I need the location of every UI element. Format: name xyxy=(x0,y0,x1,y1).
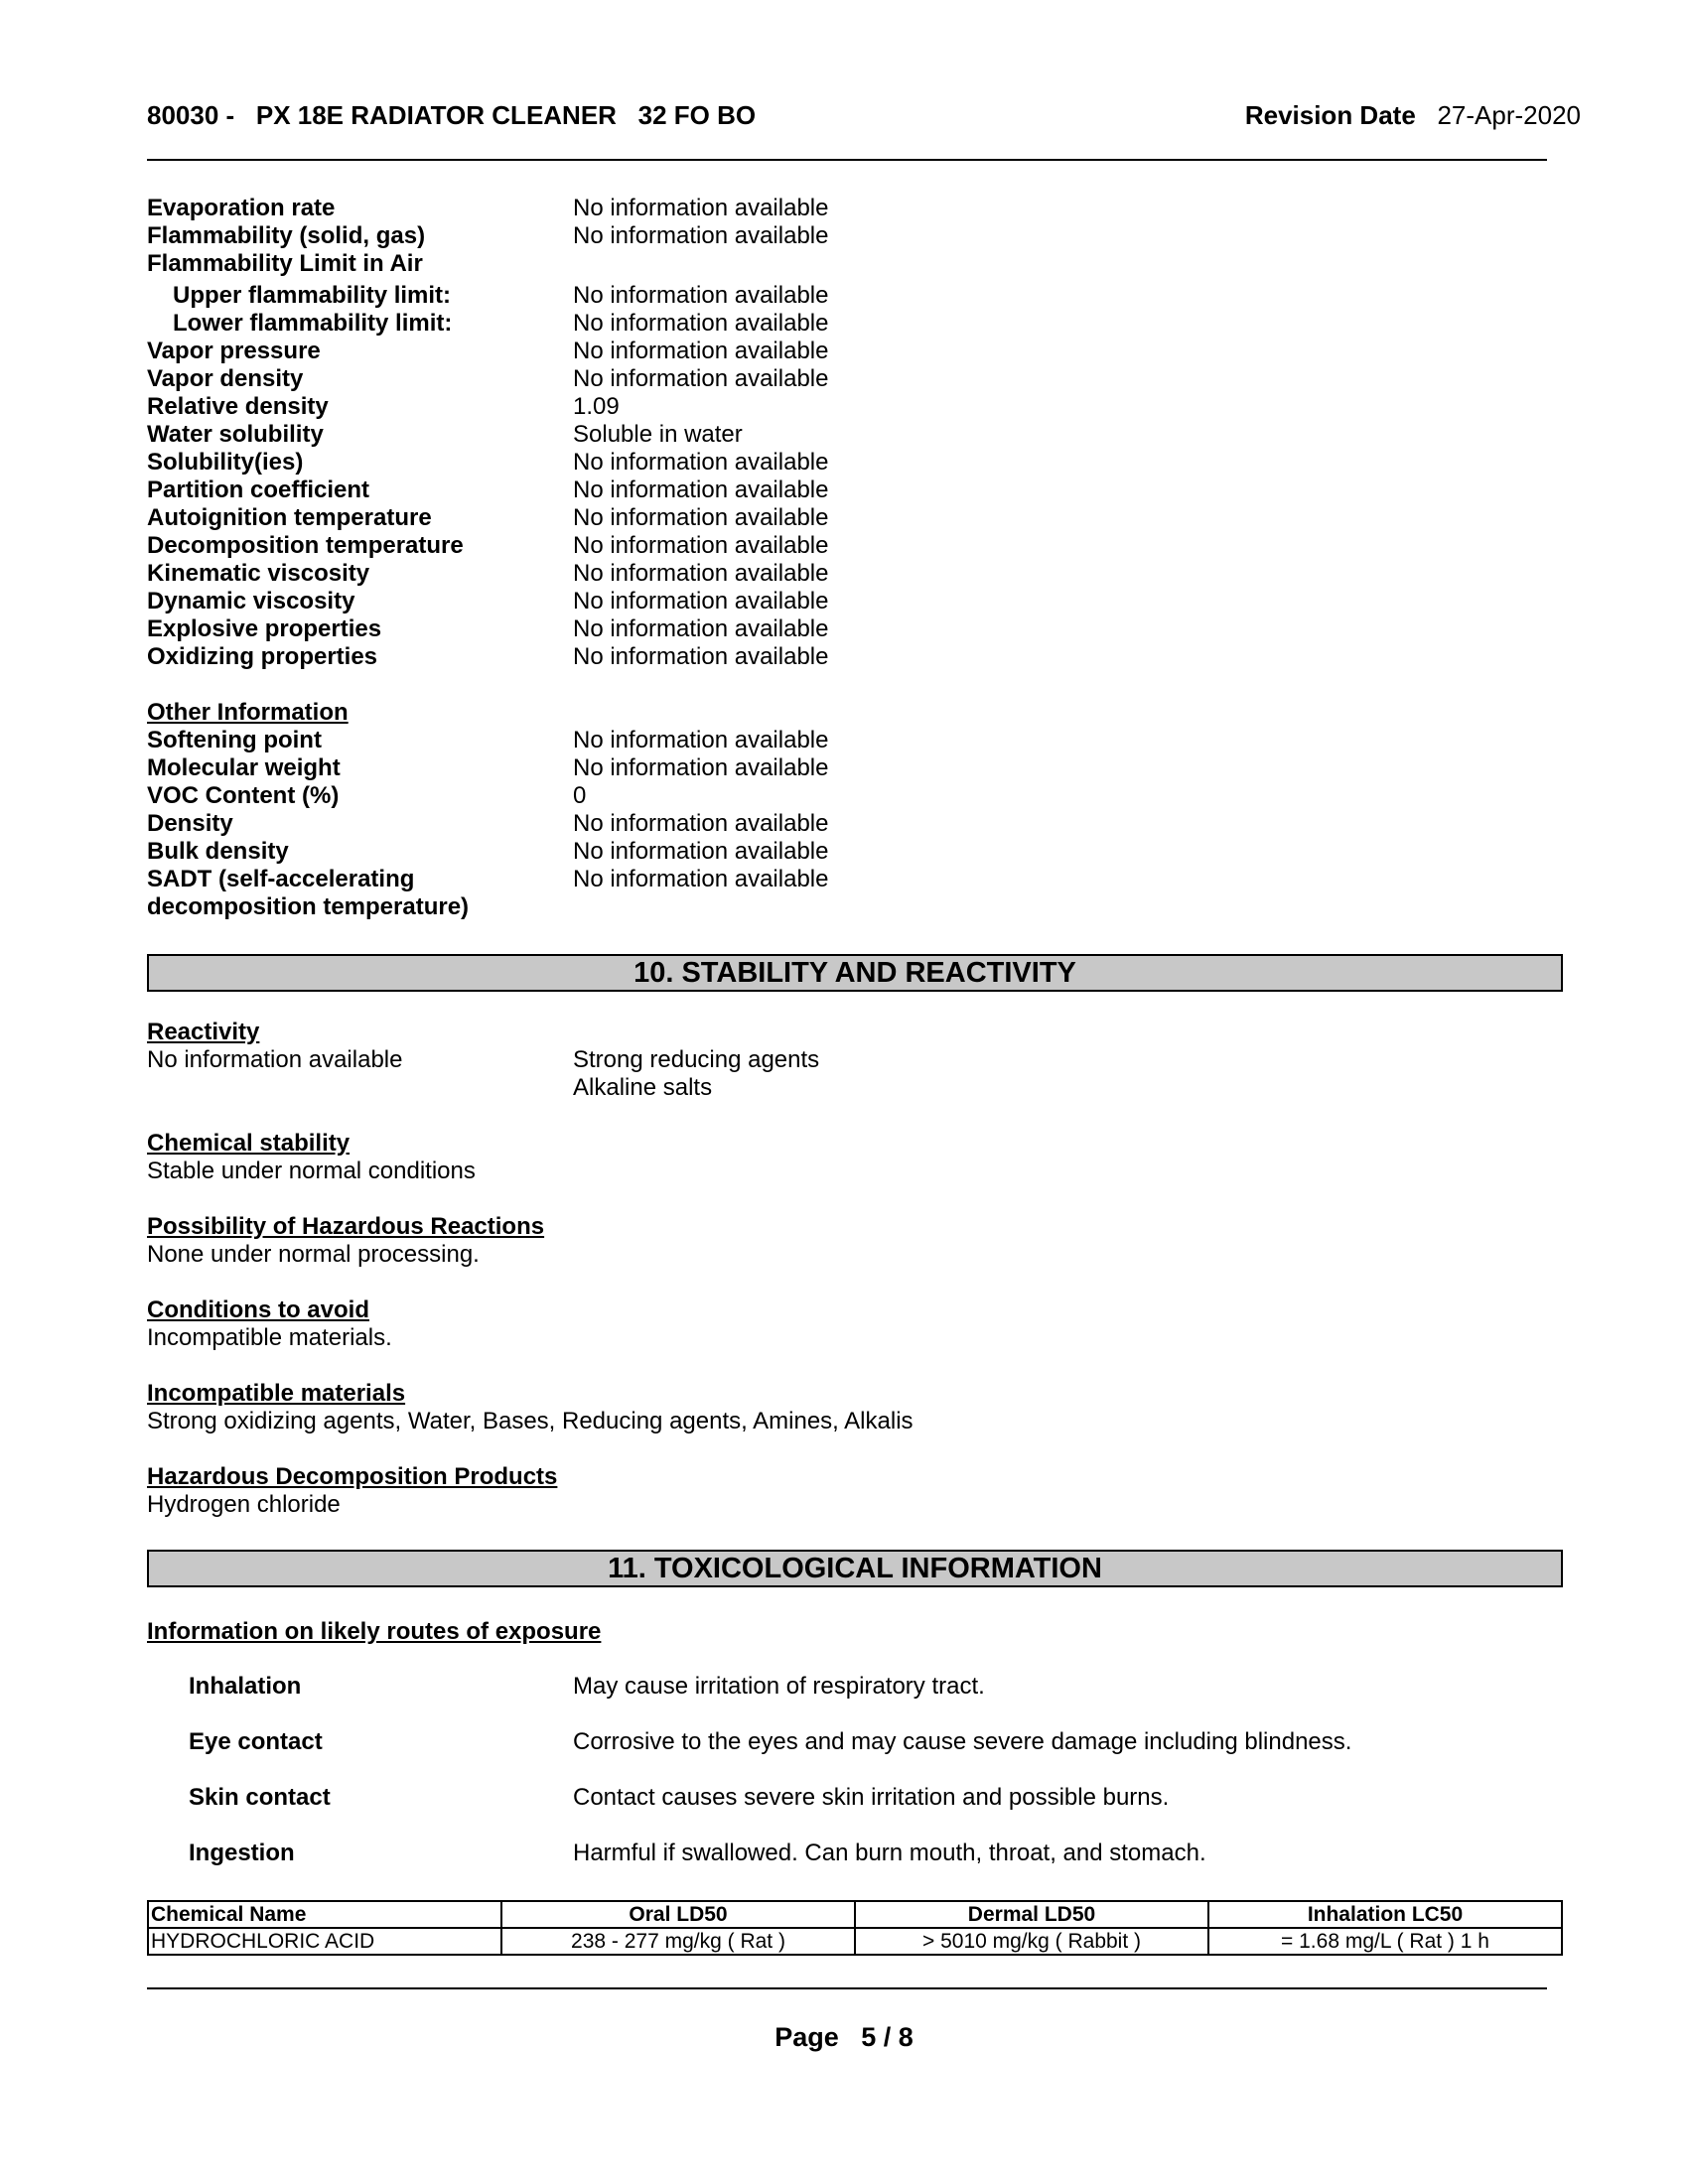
cell-chemical-name: HYDROCHLORIC ACID xyxy=(148,1928,501,1955)
route-text-inhalation: May cause irritation of respiratory tract. xyxy=(573,1673,985,1700)
hazardous-reactions-text: None under normal processing. xyxy=(147,1241,480,1268)
section-10-title: 10. STABILITY AND REACTIVITY xyxy=(147,954,1563,992)
other-info-row: Density No information available xyxy=(147,810,829,837)
property-row: Flammability (solid, gas) No information available xyxy=(147,222,829,249)
hazardous-reactions-heading: Possibility of Hazardous Reactions xyxy=(147,1213,545,1240)
revision-label: Revision Date xyxy=(1244,100,1416,130)
other-info-row: Molecular weight No information available xyxy=(147,754,829,781)
column-oral-ld50: Oral LD50 xyxy=(501,1901,855,1928)
product-title: 80030 - PX 18E RADIATOR CLEANER 32 FO BO xyxy=(147,100,757,130)
cell-oral-ld50: 238 - 277 mg/kg ( Rat ) xyxy=(501,1928,855,1955)
property-row: Evaporation rate No information available xyxy=(147,195,829,221)
property-row: Flammability Limit in Air xyxy=(147,250,423,277)
route-text-eye-contact: Corrosive to the eyes and may cause severe damage including blindness. xyxy=(573,1728,1352,1755)
route-text-skin-contact: Contact causes severe skin irritation and possible burns. xyxy=(573,1784,1170,1811)
cell-inhalation-lc50: = 1.68 mg/L ( Rat ) 1 h xyxy=(1208,1928,1562,1955)
column-dermal-ld50: Dermal LD50 xyxy=(855,1901,1208,1928)
decomposition-products-text: Hydrogen chloride xyxy=(147,1491,341,1518)
table-row xyxy=(148,1928,1562,1955)
property-row: Vapor pressure No information available xyxy=(147,338,829,364)
reactivity-list-item: Strong reducing agents xyxy=(573,1046,820,1073)
route-label-inhalation: Inhalation xyxy=(189,1673,302,1700)
revision-date-value: 27-Apr-2020 xyxy=(1437,100,1581,130)
reactivity-list-item: Alkaline salts xyxy=(573,1074,713,1101)
page-number: Page 5 / 8 xyxy=(774,2022,914,2052)
property-row: Water solubility Soluble in water xyxy=(147,421,743,448)
other-info-heading: Other Information xyxy=(147,699,349,726)
other-info-row: decomposition temperature) xyxy=(147,893,470,920)
other-info-row: Bulk density No information available xyxy=(147,838,829,865)
property-row: Autoignition temperature No information available xyxy=(147,504,829,531)
property-row: Lower flammability limit: No information available xyxy=(173,310,829,337)
incompatible-materials-heading: Incompatible materials xyxy=(147,1380,406,1407)
property-row: Dynamic viscosity No information available xyxy=(147,588,829,614)
property-row: Kinematic viscosity No information available xyxy=(147,560,829,587)
route-label-skin-contact: Skin contact xyxy=(189,1784,331,1811)
property-row: Solubility(ies) No information available xyxy=(147,449,829,476)
toxicity-table xyxy=(147,1900,1563,1956)
routes-of-exposure-heading: Information on likely routes of exposure xyxy=(147,1618,602,1645)
footer-rule xyxy=(147,1987,1547,1989)
other-info-row: SADT (self-accelerating No information available xyxy=(147,866,829,892)
route-text-ingestion: Harmful if swallowed. Can burn mouth, throat, and stomach. xyxy=(573,1840,1206,1866)
property-row: Explosive properties No information available xyxy=(147,615,829,642)
cell-dermal-ld50: > 5010 mg/kg ( Rabbit ) xyxy=(855,1928,1208,1955)
chemical-stability-text: Stable under normal conditions xyxy=(147,1158,476,1184)
other-info-row: VOC Content (%) 0 xyxy=(147,782,587,809)
reactivity-text: No information available xyxy=(147,1046,403,1073)
toxicity-table-header xyxy=(148,1901,1562,1928)
route-label-eye-contact: Eye contact xyxy=(189,1728,323,1755)
column-chemical-name: Chemical Name xyxy=(148,1901,501,1928)
header-rule xyxy=(147,159,1547,161)
decomposition-products-heading: Hazardous Decomposition Products xyxy=(147,1463,558,1490)
route-label-ingestion: Ingestion xyxy=(189,1840,295,1866)
column-inhalation-lc50: Inhalation LC50 xyxy=(1208,1901,1562,1928)
conditions-to-avoid-heading: Conditions to avoid xyxy=(147,1297,369,1323)
revision-date xyxy=(1245,100,1581,131)
chemical-stability-heading: Chemical stability xyxy=(147,1130,351,1157)
property-row: Decomposition temperature No information available xyxy=(147,532,829,559)
incompatible-materials-text: Strong oxidizing agents, Water, Bases, Reducing agents, Amines, Alkalis xyxy=(147,1408,914,1434)
property-row: Partition coefficient No information available xyxy=(147,477,829,503)
property-row: Oxidizing properties No information available xyxy=(147,643,829,670)
conditions-to-avoid-text: Incompatible materials. xyxy=(147,1324,392,1351)
other-info-row: Softening point No information available xyxy=(147,727,829,753)
property-row: Relative density 1.09 xyxy=(147,393,620,420)
property-row: Upper flammability limit: No information available xyxy=(173,282,829,309)
reactivity-heading: Reactivity xyxy=(147,1019,260,1045)
property-row: Vapor density No information available xyxy=(147,365,829,392)
section-11-title: 11. TOXICOLOGICAL INFORMATION xyxy=(147,1550,1563,1587)
